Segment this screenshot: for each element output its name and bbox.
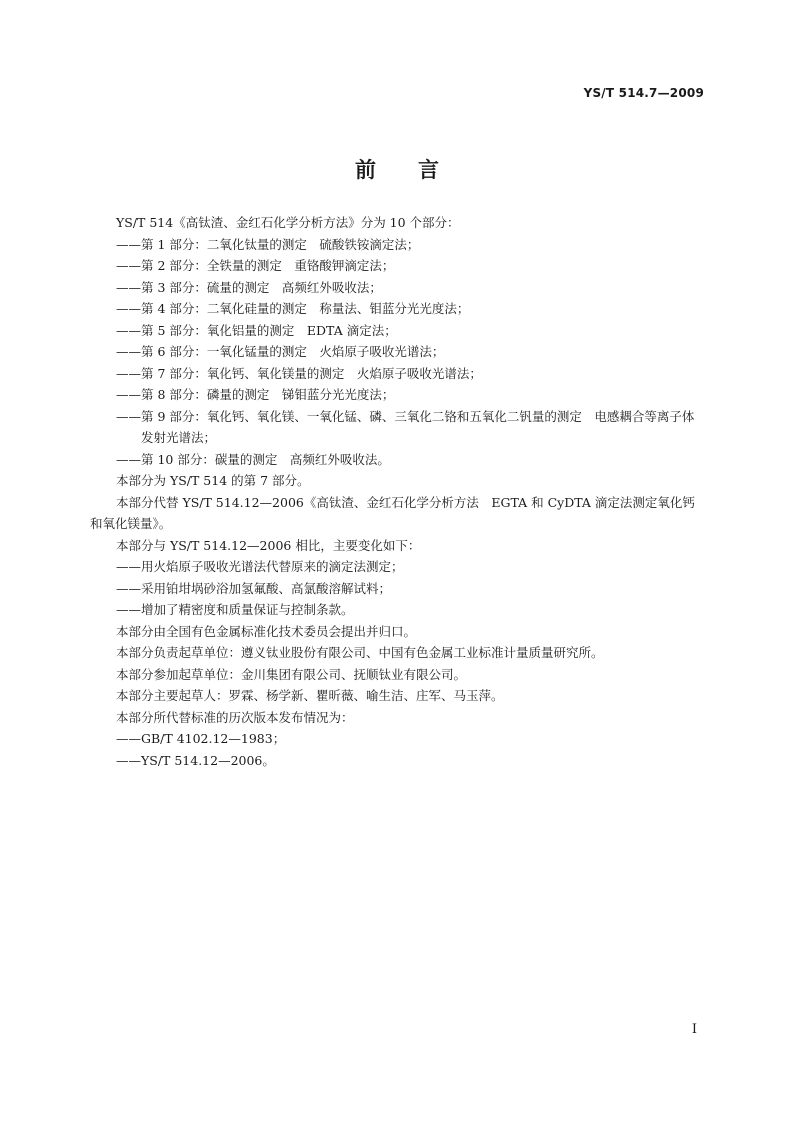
participating-units-paragraph: 本部分参加起草单位：金川集团有限公司、抚顺钛业有限公司。 — [116, 666, 467, 682]
history-item: ——YS/T 514.12—2006。 — [116, 752, 275, 768]
part-list-item: ——第 3 部分：硫量的测定 高频红外吸收法； — [116, 279, 382, 295]
part-10-item: ——第 10 部分：碳量的测定 高频红外吸收法。 — [116, 451, 390, 467]
part-list-item: ——第 2 部分：全铁量的测定 重铬酸钾滴定法； — [116, 258, 395, 273]
part-list-item: ——第 1 部分：二氧化钛量的测定 硫酸铁铵滴定法； — [116, 236, 420, 252]
intro-paragraph: YS/T 514《高钛渣、金红石化学分析方法》分为 10 个部分： — [116, 215, 460, 230]
part-list-item: ——第 7 部分：氧化钙、氧化镁量的测定 火焰原子吸收光谱法； — [116, 365, 482, 381]
page-number: I — [691, 1022, 697, 1037]
change-item: ——增加了精密度和质量保证与控制条款。 — [116, 602, 354, 617]
drafting-units-paragraph: 本部分负责起草单位：遵义钛业股份有限公司、中国有色金属工业标准计量质量研究所。 — [116, 645, 604, 660]
this-part-paragraph: 本部分为 YS/T 514 的第 7 部分。 — [116, 473, 310, 488]
part-9-text: 第 9 部分：氧化钙、氧化镁、一氧化锰、磷、三氧化二铬和五氧化二钒量的测定 电感耦合等离子体发射光谱法； — [141, 408, 695, 445]
drafters-paragraph: 本部分主要起草人：罗霖、杨学新、瞿昕薇、喻生洁、庄军、马玉萍。 — [116, 688, 504, 703]
change-item: ——采用铂坩埚砂浴加氢氟酸、高氯酸溶解试料； — [116, 580, 392, 596]
history-item: ——GB/T 4102.12—1983； — [116, 731, 286, 746]
page-title: 前言 — [355, 158, 481, 182]
part-list-item: ——第 8 部分：磷量的测定 锑钼蓝分光光度法； — [116, 387, 395, 402]
part-list-item: ——第 6 部分：一氧化锰量的测定 火焰原子吸收光谱法； — [116, 344, 445, 359]
foreword-body — [90, 212, 706, 771]
part-list-item: ——第 4 部分：二氧化硅量的测定 称量法、钼蓝分光光度法； — [116, 301, 470, 316]
replaces-paragraph: 本部分代替 YS/T 514.12—2006《高钛渣、金红石化学分析方法 EGTA 和 CyDTA 滴定法测定氧化钙和氧化镁量》。 — [90, 494, 695, 531]
change-item: ——用火焰原子吸收光谱法代替原来的滴定法测定； — [116, 559, 404, 574]
proposed-by-paragraph: 本部分由全国有色金属标准化技术委员会提出并归口。 — [116, 623, 417, 639]
changes-intro-paragraph: 本部分与 YS/T 514.12—2006 相比，主要变化如下： — [116, 537, 421, 553]
part-9-dash: —— — [116, 408, 141, 424]
history-intro-paragraph: 本部分所代替标准的历次版本发布情况为： — [116, 709, 354, 725]
standard-code: YS/T 514.7—2009 — [583, 86, 704, 100]
part-9-item — [90, 406, 706, 449]
part-list-item: ——第 5 部分：氧化铝量的测定 EDTA 滴定法； — [116, 322, 397, 338]
